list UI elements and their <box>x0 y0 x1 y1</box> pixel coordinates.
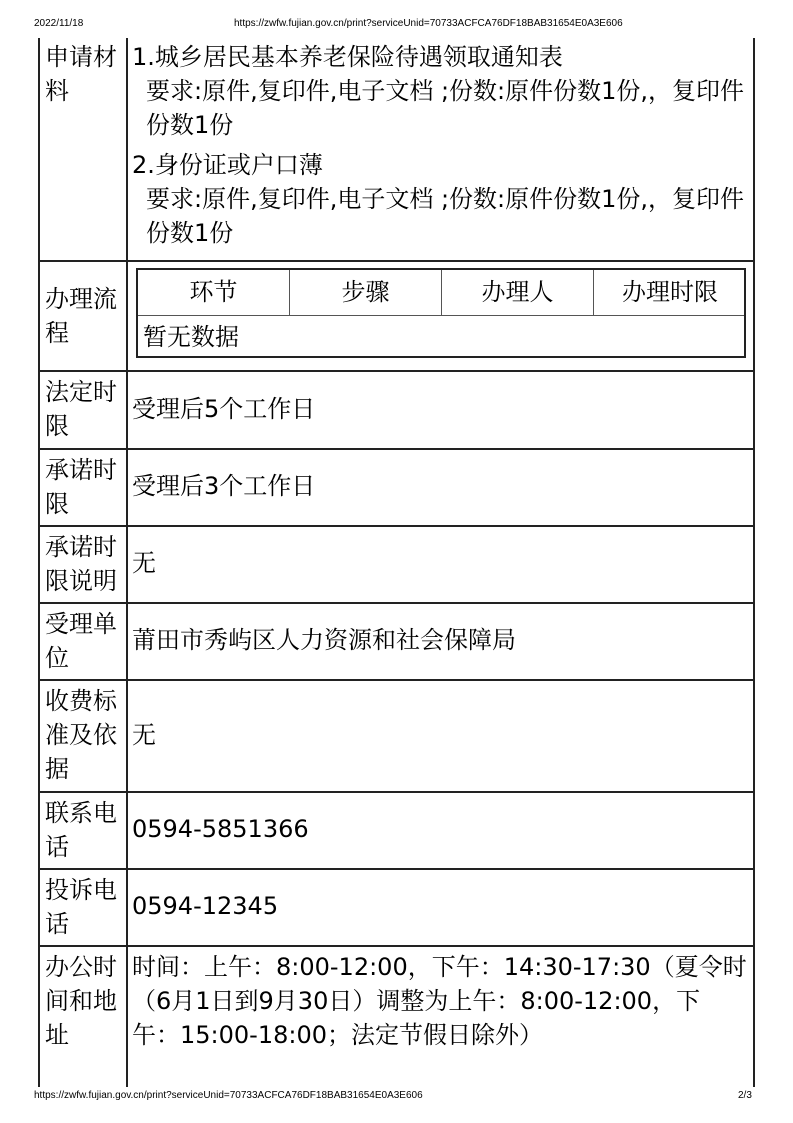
process-header-row <box>138 270 744 316</box>
row-promised-time-limit <box>40 448 753 527</box>
row-label: 承诺时限说明 <box>45 533 117 595</box>
row-value: 受理后5个工作日 <box>132 395 316 423</box>
row-label: 申请材料 <box>45 43 117 105</box>
process-header-cell: 环节 <box>138 270 290 315</box>
footer-url: https://zwfw.fujian.gov.cn/print?serviceUnid=70733ACFCA76DF18BAB31654E0A3E606 <box>34 1090 423 1101</box>
row-value: 0594-5851366 <box>132 815 309 843</box>
row-process <box>40 260 753 372</box>
material-item <box>132 40 747 142</box>
row-label: 法定时限 <box>45 378 117 440</box>
row-label: 受理单位 <box>45 610 117 672</box>
print-url: https://zwfw.fujian.gov.cn/print?serviceUnid=70733ACFCA76DF18BAB31654E0A3E606 <box>234 18 623 29</box>
row-label: 投诉电话 <box>45 876 117 938</box>
row-label: 办公时间和地址 <box>45 953 117 1049</box>
row-promised-time-note <box>40 525 753 604</box>
row-value: 0594-12345 <box>132 892 279 920</box>
print-date: 2022/11/18 <box>34 18 84 29</box>
row-fee-standard <box>40 679 753 793</box>
row-label: 承诺时限 <box>45 456 117 518</box>
process-empty-text: 暂无数据 <box>143 323 239 351</box>
materials-list <box>132 40 747 256</box>
row-value: 莆田市秀屿区人力资源和社会保障局 <box>132 626 516 654</box>
row-value: 受理后3个工作日 <box>132 472 316 500</box>
row-accepting-unit <box>40 602 753 681</box>
process-header-cell: 办理时限 <box>622 278 718 306</box>
row-value: 无 <box>132 721 156 749</box>
process-table <box>136 268 746 358</box>
material-title: 1.城乡居民基本养老保险待遇领取通知表 <box>132 43 563 71</box>
row-label: 收费标准及依据 <box>45 687 117 783</box>
row-materials <box>40 38 753 262</box>
row-legal-time-limit <box>40 370 753 450</box>
row-label: 办理流程 <box>45 285 117 347</box>
row-complaint-phone <box>40 868 753 947</box>
material-requirement: 要求:原件,复印件,电子文档 ;份数:原件份数1份,，复印件份数1份 <box>146 77 745 139</box>
process-header-cell: 步骤 <box>290 270 442 315</box>
page-number: 2/3 <box>738 1090 752 1101</box>
material-title: 2.身份证或户口薄 <box>132 151 323 179</box>
process-header-cell: 办理人 <box>442 270 594 315</box>
row-value: 无 <box>132 549 156 577</box>
material-requirement: 要求:原件,复印件,电子文档 ;份数:原件份数1份,，复印件份数1份 <box>146 185 745 247</box>
row-value: 时间：上午：8:00-12:00，下午：14:30-17:30（夏令时（6月1日到9月30日）调整为上午：8:00-12:00，下午：15:00-18:00；法定节假日除外） <box>132 953 747 1049</box>
row-label: 联系电话 <box>45 799 117 861</box>
row-contact-phone <box>40 791 753 870</box>
row-office-hours <box>40 945 753 1087</box>
service-detail-table <box>38 38 755 1087</box>
material-item <box>132 148 747 250</box>
